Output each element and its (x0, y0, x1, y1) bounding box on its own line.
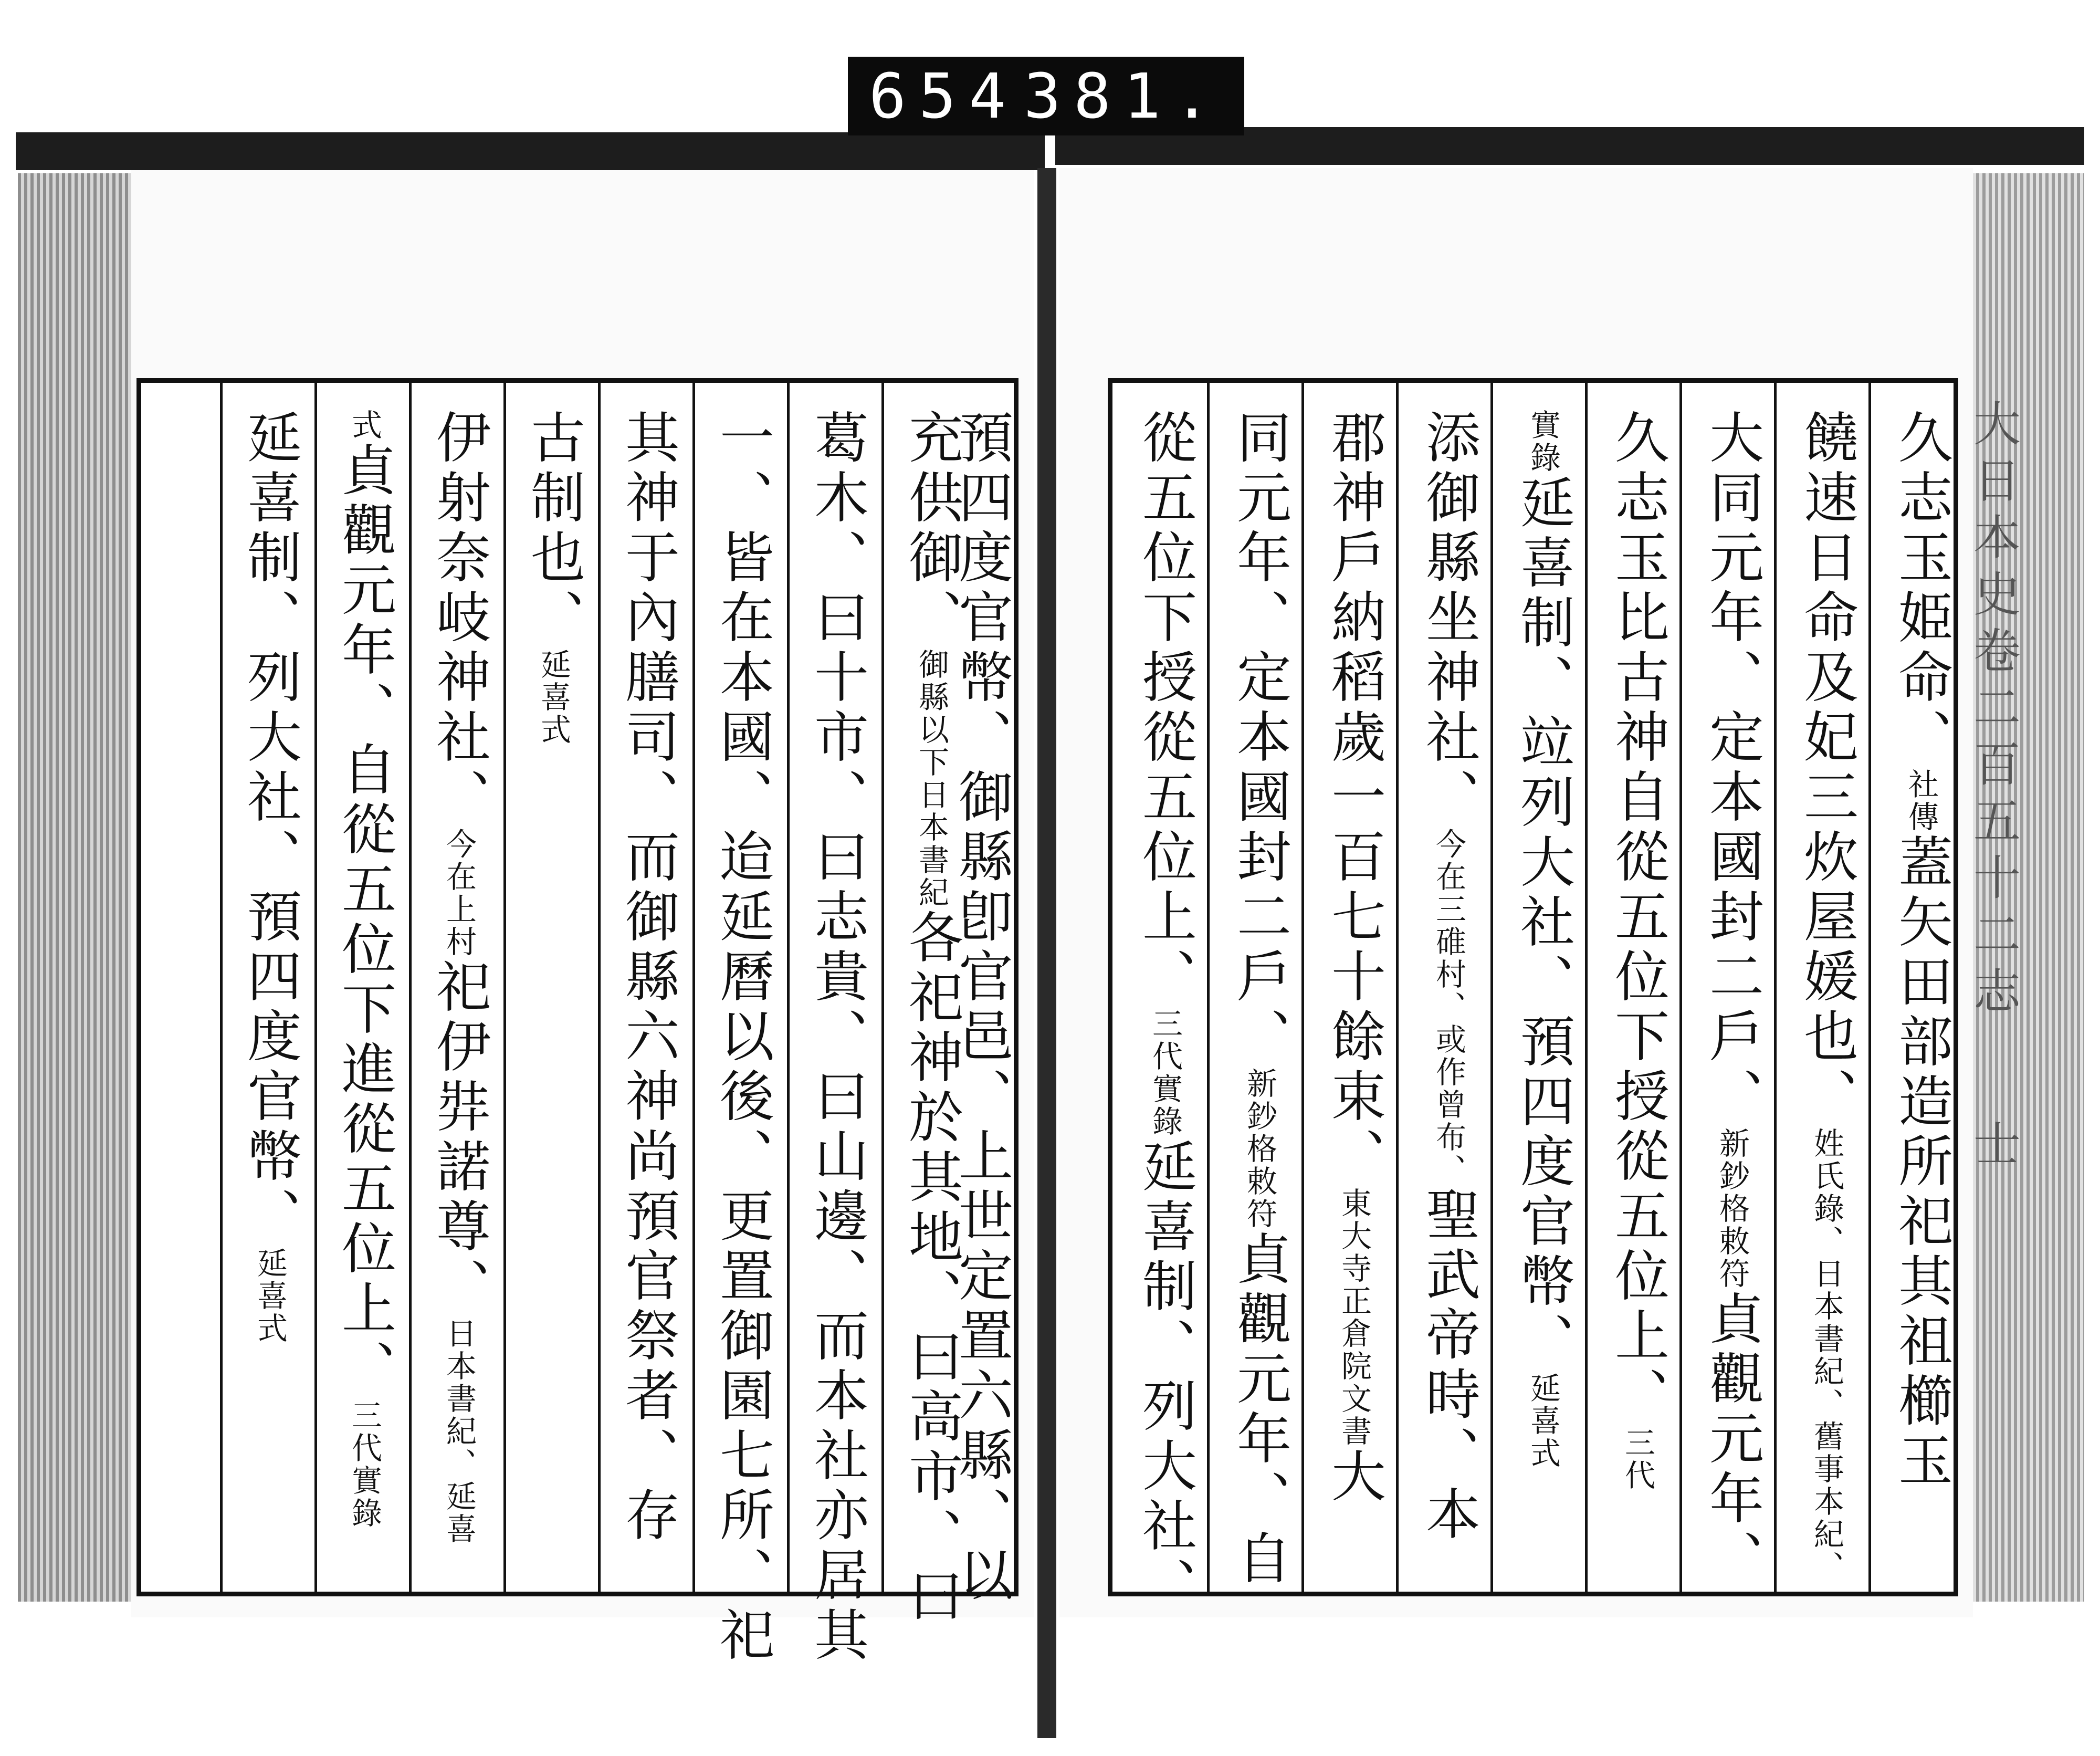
column-main-text: 饒速日命及妃三炊屋媛也、 (1794, 409, 1858, 1127)
column-note: 御縣以下日本書紀 (914, 649, 949, 909)
text-column-9 (944, 409, 1018, 1606)
film-label-right: 381. (1023, 60, 1223, 132)
column-note-top: 實錄 (1525, 409, 1561, 474)
film-frame-label (848, 57, 1244, 135)
top-edge-left (16, 132, 1045, 170)
column-rule (1679, 383, 1682, 1592)
text-column-3 (1695, 409, 1769, 1590)
column-main-text: 同元年、定本國封二戶、 (1227, 409, 1292, 1068)
column-note: 社傳 (1903, 768, 1939, 833)
column-note: 延喜式 (252, 1247, 288, 1345)
text-column-1 (1884, 409, 1958, 1492)
right-margin-head (1965, 399, 2026, 1554)
book-spine (1037, 168, 1056, 1738)
text-column-6 (706, 409, 779, 1666)
column-main-text: 延喜制、列大社、預四度官幣、 (238, 409, 302, 1247)
column-main-text: 久志玉比古神自從五位下授從五位上、 (1605, 409, 1670, 1427)
film-label-left: 654 (869, 60, 1019, 132)
column-main-text: 充供御、 (899, 409, 963, 649)
column-rule (314, 383, 317, 1592)
column-note: 新鈔格敕符 (1242, 1068, 1277, 1230)
column-note: 姓氏錄、日本書紀、舊事本紀、 (1809, 1127, 1844, 1583)
column-note: 今在三碓村、或作曾布、 (1431, 828, 1466, 1186)
text-column-8 (1223, 409, 1296, 1590)
column-rule (503, 383, 506, 1592)
column-main-text: 添御縣坐神社、 (1416, 409, 1480, 828)
column-main-text: 古制也、 (521, 409, 585, 649)
column-main-text-2: 聖武帝時、本 (1416, 1186, 1480, 1545)
column-rule (1301, 383, 1304, 1592)
text-column-9 (1128, 409, 1202, 1617)
column-main-text-2: 延喜制、列大社、 (1133, 1138, 1197, 1617)
column-note: 新鈔格敕符 (1714, 1127, 1750, 1290)
column-rule (598, 383, 601, 1592)
text-column-2 (1790, 409, 1863, 1583)
column-note: 延喜式 (536, 649, 571, 746)
column-rule (1207, 383, 1210, 1592)
column-note: 東大寺正倉院文書 (1336, 1187, 1372, 1448)
column-note: 三代 (1620, 1427, 1655, 1492)
text-column-4 (1601, 409, 1674, 1492)
column-rule (787, 383, 790, 1592)
column-note: 延喜式 (1525, 1372, 1561, 1470)
column-main-text: 其神于內膳司、而御縣六神尚預官祭者、存 (616, 409, 680, 1546)
column-main-text: 葛木、曰十市、曰志貴、曰山邊、而本社亦居其 (805, 409, 869, 1666)
column-rule (1490, 383, 1493, 1592)
left-text-panel (136, 378, 1018, 1666)
column-main-text: 伊射奈岐神社、 (427, 409, 491, 828)
column-main-text: 大同元年、定本國封二戶、 (1700, 409, 1764, 1127)
column-main-text: 久志玉姫命、 (1889, 409, 1953, 768)
column-main-text: 延喜制、竝列大社、預四度官幣、 (1511, 474, 1575, 1372)
column-main-text: 郡神戶納稻歲一百七十餘束、 (1322, 409, 1386, 1187)
column-note: 今在上村 (441, 828, 477, 958)
column-main-text: 從五位下授從五位上、 (1133, 409, 1197, 1008)
right-text-panel (1108, 378, 1958, 1617)
text-column-6 (1412, 409, 1485, 1545)
column-main-text: 貞觀元年、自從五位下進從五位上、 (332, 442, 396, 1399)
column-main-text: 預四度官幣、御縣卽官邑、上世定置六縣、以 (949, 409, 1013, 1606)
text-column-2 (328, 409, 401, 1530)
column-rule (881, 383, 884, 1592)
column-main-text-2: 貞觀元年、 (1700, 1290, 1764, 1590)
column-main-text-2: 蓋矢田部造所祀其祖櫛玉 (1889, 833, 1953, 1492)
column-rule (1585, 383, 1588, 1592)
column-note-top: 式 (346, 409, 382, 442)
column-main-text-2: 貞觀元年、自 (1227, 1230, 1292, 1590)
text-column-7 (800, 409, 874, 1666)
column-rule (692, 383, 695, 1592)
right-margin-title: 大日本史卷二百五十二志 (1965, 399, 2020, 1023)
column-main-text-2: 大 (1322, 1448, 1386, 1508)
text-column-5 (611, 409, 685, 1546)
column-note: 三代實錄 (1147, 1008, 1183, 1138)
text-column-4 (517, 409, 590, 746)
column-main-text-2: 祀伊弉諾尊、 (427, 958, 491, 1318)
column-main-text: 一、皆在本國、迨延曆以後、更置御園七所、祀 (710, 409, 774, 1666)
text-column-3 (422, 409, 496, 1545)
column-rule (1868, 383, 1871, 1592)
column-rule (1774, 383, 1777, 1592)
column-rule (409, 383, 412, 1592)
column-rule (220, 383, 223, 1592)
text-column-5 (1506, 409, 1580, 1470)
column-note: 日本書紀、延喜 (441, 1318, 477, 1545)
column-note: 三代實錄 (346, 1399, 382, 1530)
right-margin-page: 士 (1965, 1119, 2020, 1176)
text-column-1 (233, 409, 307, 1345)
column-main-text-2: 各祀神於其地、曰高市、曰 (899, 909, 963, 1627)
column-rule (1396, 383, 1399, 1592)
text-column-7 (1317, 409, 1391, 1508)
